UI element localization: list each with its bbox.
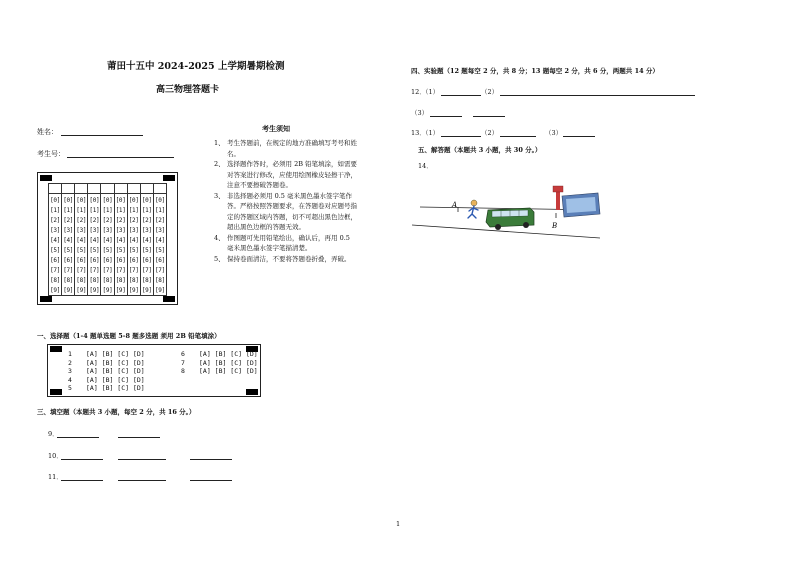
digit-bubble[interactable]: [5] [128,247,139,254]
choice-option-bubbles[interactable]: [A] [B] [C] [D] [199,350,258,358]
q12-blank-2[interactable] [500,88,695,96]
exam-digit-column [88,194,101,295]
section4-title: 四、实验题（12 题每空 2 分，共 8 分；13 题每空 2 分，共 6 分，两题共 14 分） [411,67,659,75]
registration-mark [40,296,52,302]
digit-bubble[interactable]: [0] [128,197,139,204]
exam-digit-column [154,194,166,295]
bubble-columns [49,194,166,295]
digit-bubble[interactable]: [1] [89,207,100,214]
digit-bubble[interactable]: [9] [76,287,87,294]
q9-blank-2[interactable] [118,430,160,438]
q13-part2-label: （2） [481,129,499,137]
question-11-label: 11． [48,473,63,481]
choice-question-number: 8 [181,367,185,375]
digit-bubble[interactable]: [9] [154,287,165,294]
q11-blank-1[interactable] [61,473,103,481]
notice-title: 考生须知 [262,124,290,133]
digit-bubble[interactable]: [9] [102,287,113,294]
digit-bubble[interactable]: [2] [50,217,61,224]
digit-bubble[interactable]: [4] [63,237,74,244]
notice-item-text: 选择题作答时，必须用 2B 铅笔填涂，如需要对答案进行修改，应使用绘图橡皮轻擦干净，注意不要擦破答题卷。 [227,160,358,189]
question-12-label: 12． [411,88,426,96]
notice-item [214,159,358,191]
notice-item-text: 作图题可先用铅笔绘出，确认后，再用 0.5 毫米黑色墨水签字笔描清楚。 [227,233,350,252]
point-a-marker [451,201,458,212]
digit-bubble[interactable]: [7] [128,267,139,274]
choice-question-number: 7 [181,358,185,367]
choice-option-bubbles[interactable]: [A] [B] [C] [D] [86,384,145,392]
digit-bubble[interactable]: [3] [63,227,74,234]
exam-number-field[interactable] [67,150,174,158]
choice-option-bubbles[interactable]: [A] [B] [C] [D] [199,367,258,375]
digit-bubble[interactable]: [0] [115,197,126,204]
digit-bubble[interactable]: [5] [141,247,152,254]
notice-item [214,191,358,233]
choice-option-bubbles[interactable]: [A] [B] [C] [D] [86,367,145,375]
registration-mark [163,175,175,181]
digit-bubble[interactable]: [4] [141,237,152,244]
digit-bubble[interactable]: [5] [115,247,126,254]
registration-mark [50,346,62,352]
notice-item-number: 3、 [214,191,225,200]
digit-bubble[interactable]: [2] [141,217,152,224]
digit-bubble[interactable]: [1] [63,207,74,214]
digit-bubble[interactable]: [5] [50,247,61,254]
school-title: 莆田十五中 2024-2025 上学期暑期检测 [107,61,285,72]
digit-bubble[interactable]: [8] [154,277,165,284]
digit-bubble[interactable]: [9] [50,287,61,294]
digit-bubble[interactable]: [4] [89,237,100,244]
digit-bubble[interactable]: [8] [76,277,87,284]
digit-bubble[interactable]: [0] [76,197,87,204]
section1-title: 一、选择题（1-4 题单选题 5-8 题多选题 须用 2B 铅笔填涂） [37,332,221,340]
exam-number-grid [37,172,178,305]
digit-bubble[interactable]: [6] [50,257,61,264]
digit-bubble[interactable]: [3] [115,227,126,234]
digit-bubble[interactable]: [7] [89,267,100,274]
q10-blank-3[interactable] [190,452,232,460]
digit-bubble[interactable]: [7] [50,267,61,274]
q9-blank-1[interactable] [57,430,99,438]
exam-number-write-row[interactable] [49,184,166,194]
digit-bubble[interactable]: [9] [89,287,100,294]
digit-bubble[interactable]: [0] [50,197,61,204]
choice-question-number: 2 [68,358,72,367]
digit-bubble[interactable]: [2] [102,217,113,224]
choice-option-bubbles[interactable]: [A] [B] [C] [D] [86,375,145,384]
notice-item [214,138,358,159]
choice-option-bubbles[interactable]: [A] [B] [C] [D] [86,350,145,358]
digit-bubble[interactable]: [6] [76,257,87,264]
exam-digit-column [49,194,62,295]
digit-bubble[interactable]: [9] [128,287,139,294]
question-9-label: 9． [48,430,59,438]
name-label: 姓名： [37,128,58,136]
exam-digit-column [115,194,128,295]
digit-bubble[interactable]: [8] [115,277,126,284]
digit-bubble[interactable]: [8] [50,277,61,284]
question-13-label: 13． [411,129,426,137]
q10-blank-1[interactable] [61,452,103,460]
notice-list [214,138,358,264]
digit-bubble[interactable]: [4] [154,237,165,244]
q12-blank-1[interactable] [441,88,481,96]
digit-bubble[interactable]: [1] [50,207,61,214]
digit-bubble[interactable]: [4] [128,237,139,244]
digit-bubble[interactable]: [9] [115,287,126,294]
page-number: 1 [396,520,401,528]
digit-bubble[interactable]: [8] [89,277,100,284]
digit-bubble[interactable]: [2] [76,217,87,224]
notice-item-text: 保持卷面清洁，不要将答题卷折叠，弄破。 [227,254,351,263]
digit-bubble[interactable]: [2] [89,217,100,224]
digit-bubble[interactable]: [7] [102,267,113,274]
digit-bubble[interactable]: [3] [128,227,139,234]
exam-digit-column [101,194,114,295]
digit-bubble[interactable]: [6] [128,257,139,264]
q13-part1-label: （1） [422,129,440,137]
q12-part1-label: （1） [422,88,440,96]
digit-bubble[interactable]: [2] [115,217,126,224]
choice-question-number: 3 [68,367,72,375]
q10-blank-2[interactable] [118,452,166,460]
card-title: 高三物理答题卡 [156,85,220,95]
digit-bubble[interactable]: [7] [141,267,152,274]
digit-bubble[interactable]: [8] [141,277,152,284]
digit-bubble[interactable]: [7] [115,267,126,274]
digit-bubble[interactable]: [3] [89,227,100,234]
digit-bubble[interactable]: [6] [89,257,100,264]
digit-bubble[interactable]: [0] [89,197,100,204]
digit-bubble[interactable]: [8] [63,277,74,284]
digit-bubble[interactable]: [4] [115,237,126,244]
section5-title: 五、解答题（本题共 3 小题，共 30 分。） [418,146,542,154]
label-b: B [552,222,558,230]
digit-bubble[interactable]: [4] [50,237,61,244]
q13-blank-3[interactable] [563,129,595,137]
digit-bubble[interactable]: [6] [115,257,126,264]
q11-blank-3[interactable] [190,473,232,481]
digit-bubble[interactable]: [8] [102,277,113,284]
notice-item-number: 1、 [214,139,225,147]
digit-bubble[interactable]: [2] [154,217,165,224]
point-b-marker [551,213,557,230]
digit-bubble[interactable]: [5] [76,247,87,254]
q11-blank-2[interactable] [118,473,166,481]
digit-bubble[interactable]: [3] [141,227,152,234]
digit-bubble[interactable]: [5] [63,247,74,254]
digit-bubble[interactable]: [4] [76,237,87,244]
choice-question-number: 4 [68,375,72,384]
notice-item [214,233,358,254]
registration-mark [40,175,52,181]
exam-digit-column [141,194,154,295]
registration-mark [163,296,175,302]
digit-bubble[interactable]: [1] [115,207,126,214]
notice-item-number: 5、 [214,254,225,263]
exam-number-bubbles [48,183,167,296]
digit-bubble[interactable]: [2] [128,217,139,224]
q13-blank-1[interactable] [441,129,481,137]
exam-digit-column [128,194,141,295]
digit-bubble[interactable]: [0] [63,197,74,204]
exam-digit-column [75,194,88,295]
digit-bubble[interactable]: [0] [102,197,113,204]
notice-item-number: 2、 [214,160,225,168]
digit-bubble[interactable]: [8] [128,277,139,284]
question-14-label: 14． [418,162,433,170]
q12-blank-4[interactable] [473,109,505,117]
registration-mark [50,389,62,395]
q13-part3-label: （3） [545,129,563,137]
bus-stop-figure [410,180,610,242]
digit-bubble[interactable]: [5] [102,247,113,254]
q13-blank-2[interactable] [500,129,536,137]
q12-part2-label: （2） [481,88,499,96]
digit-bubble[interactable]: [4] [102,237,113,244]
running-person-icon [468,200,478,218]
digit-bubble[interactable]: [1] [154,207,165,214]
choice-question-number: 6 [181,350,185,358]
q12-part3-label: （3） [411,109,429,117]
notice-item [214,254,358,265]
digit-bubble[interactable]: [6] [154,257,165,264]
digit-bubble[interactable]: [3] [76,227,87,234]
digit-bubble[interactable]: [5] [154,247,165,254]
digit-bubble[interactable]: [3] [154,227,165,234]
section3-title: 三、填空题（本题共 3 小题，每空 2 分，共 16 分。） [37,408,196,416]
exam-digit-column [62,194,75,295]
digit-bubble[interactable]: [2] [63,217,74,224]
choice-question-number: 5 [68,384,72,392]
label-a: A [452,201,458,209]
digit-bubble[interactable]: [3] [50,227,61,234]
bus-icon [486,208,534,230]
question-10-label: 10． [48,452,63,460]
digit-bubble[interactable]: [7] [63,267,74,274]
digit-bubble[interactable]: [6] [141,257,152,264]
exam-number-label: 考生号： [37,150,65,158]
digit-bubble[interactable]: [6] [63,257,74,264]
digit-bubble[interactable]: [1] [141,207,152,214]
digit-bubble[interactable]: [3] [102,227,113,234]
choice-option-bubbles[interactable]: [A] [B] [C] [D] [199,358,258,367]
name-field[interactable] [61,128,143,136]
notice-item-text: 非选择题必须用 0.5 毫米黑色墨水签字笔作答。严格按照答题要求，在答题卷对应题号指定的答题区域内答题，切不可超出黑色边框，超出黑色边框的答题无效。 [227,191,357,231]
digit-bubble[interactable]: [0] [154,197,165,204]
digit-bubble[interactable]: [0] [141,197,152,204]
choice-answer-box [47,344,261,397]
digit-bubble[interactable]: [1] [102,207,113,214]
notice-item-number: 4、 [214,233,225,242]
q12-blank-3[interactable] [430,109,462,117]
registration-mark [246,389,258,395]
digit-bubble[interactable]: [1] [128,207,139,214]
bus-stop-icon [553,186,600,217]
digit-bubble[interactable]: [9] [63,287,74,294]
digit-bubble[interactable]: [1] [76,207,87,214]
digit-bubble[interactable]: [5] [89,247,100,254]
digit-bubble[interactable]: [7] [154,267,165,274]
digit-bubble[interactable]: [6] [102,257,113,264]
digit-bubble[interactable]: [9] [141,287,152,294]
digit-bubble[interactable]: [7] [76,267,87,274]
notice-item-text: 考生答题前，在规定的地方准确填写考号和姓名。 [227,139,357,158]
choice-option-bubbles[interactable]: [A] [B] [C] [D] [86,358,145,367]
choice-question-number: 1 [68,350,72,358]
